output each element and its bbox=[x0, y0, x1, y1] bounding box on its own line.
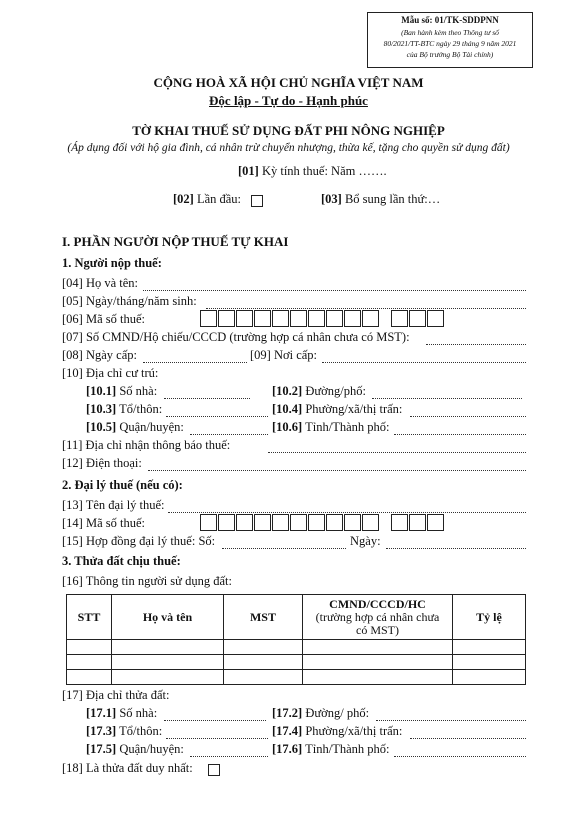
field-11-label: [11] Địa chỉ nhận thông báo thuế: bbox=[62, 438, 231, 452]
table-row[interactable] bbox=[67, 655, 526, 670]
field-09-input[interactable] bbox=[322, 361, 526, 363]
field-13-label: [13] Tên đại lý thuế: bbox=[62, 498, 165, 512]
form-code: Mẫu số: 01/TK-SDDPNN bbox=[401, 15, 499, 25]
country-title: CỘNG HOÀ XÃ HỘI CHỦ NGHĨA VIỆT NAM bbox=[153, 75, 424, 90]
field-16-label: [16] Thông tin người sử dụng đất: bbox=[62, 574, 232, 588]
field-13-input[interactable] bbox=[168, 511, 526, 513]
form-note-1: (Ban hành kèm theo Thông tư số bbox=[401, 28, 499, 37]
field-10-1-input[interactable] bbox=[164, 397, 250, 399]
tax-code-cells[interactable] bbox=[200, 310, 445, 327]
field-05-input[interactable] bbox=[206, 307, 526, 309]
form-title: TỜ KHAI THUẾ SỬ DỤNG ĐẤT PHI NÔNG NGHIỆP bbox=[132, 123, 445, 138]
field-17-3-label: [17.3] Tổ/thôn: bbox=[86, 724, 163, 738]
field-10-6-label: [10.6] Tỉnh/Thành phố: bbox=[272, 420, 390, 434]
field-17-2-label: [17.2] Đường/ phố: bbox=[272, 706, 370, 720]
col-ratio: Tỷ lệ bbox=[453, 595, 526, 640]
field-10-5-input[interactable] bbox=[190, 433, 268, 435]
field-17-6-input[interactable] bbox=[394, 755, 526, 757]
section-heading: I. PHẦN NGƯỜI NỘP THUẾ TỰ KHAI bbox=[62, 234, 289, 249]
field-17-3-input[interactable] bbox=[166, 737, 268, 739]
field-17-label: [17] Địa chỉ thửa đất: bbox=[62, 688, 170, 702]
field-14-label: [14] Mã số thuế: bbox=[62, 516, 145, 530]
field-15-number-input[interactable] bbox=[222, 547, 346, 549]
field-07-input[interactable] bbox=[426, 343, 526, 345]
field-10-4-input[interactable] bbox=[410, 415, 526, 417]
form-code-box bbox=[367, 12, 533, 68]
field-05-label: [05] Ngày/tháng/năm sinh: bbox=[62, 294, 197, 308]
motto: Độc lập - Tự do - Hạnh phúc bbox=[209, 93, 368, 108]
field-15-date-input[interactable] bbox=[386, 547, 526, 549]
field-07-label: [07] Số CMND/Hộ chiếu/CCCD (trường hợp cá nhân chưa có MST): bbox=[62, 330, 410, 344]
field-10-5-label: [10.5] Quận/huyện: bbox=[86, 420, 184, 434]
field-04-input[interactable] bbox=[143, 289, 526, 291]
col-cmnd: CMND/CCCD/HC (trường hợp cá nhân chưa có MST) bbox=[303, 595, 453, 640]
field-17-5-input[interactable] bbox=[190, 755, 268, 757]
field-17-1-label: [17.1] Số nhà: bbox=[86, 706, 158, 720]
first-time-checkbox[interactable] bbox=[251, 195, 263, 207]
field-17-4-input[interactable] bbox=[410, 737, 526, 739]
field-10-1-label: [10.1] Số nhà: bbox=[86, 384, 158, 398]
field-17-6-label: [17.6] Tỉnh/Thành phố: bbox=[272, 742, 390, 756]
field-12-input[interactable] bbox=[148, 469, 526, 471]
field-10-4-label: [10.4] Phường/xã/thị trấn: bbox=[272, 402, 403, 416]
field-18-label: [18] Là thửa đất duy nhất: bbox=[62, 761, 193, 775]
form-note-3: của Bộ trưởng Bộ Tài chính) bbox=[406, 50, 494, 59]
col-mst: MST bbox=[224, 595, 303, 640]
field-09-label: [09] Nơi cấp: bbox=[250, 348, 318, 362]
field-04-label: [04] Họ và tên: bbox=[62, 276, 139, 290]
field-10-3-label: [10.3] Tổ/thôn: bbox=[86, 402, 163, 416]
field-08-label: [08] Ngày cấp: bbox=[62, 348, 137, 362]
land-user-table bbox=[66, 594, 526, 685]
table-row[interactable] bbox=[67, 670, 526, 685]
table-row[interactable] bbox=[67, 640, 526, 655]
field-17-1-input[interactable] bbox=[164, 719, 266, 721]
col-stt: STT bbox=[67, 595, 112, 640]
field-10-3-input[interactable] bbox=[166, 415, 268, 417]
table-header-row bbox=[67, 595, 526, 640]
field-06-label: [06] Mã số thuế: bbox=[62, 312, 145, 326]
field-11-input[interactable] bbox=[268, 451, 526, 453]
field-15-date-label: Ngày: bbox=[350, 534, 381, 548]
field-10-2-label: [10.2] Đường/phố: bbox=[272, 384, 366, 398]
tax-period: [01] Kỳ tính thuế: Năm ……. bbox=[238, 164, 387, 178]
form-subtitle: (Áp dụng đối với hộ gia đình, cá nhân trừ chuyển nhượng, thừa kế, tặng cho quyền sử dụng đất) bbox=[67, 142, 510, 154]
only-plot-checkbox[interactable] bbox=[208, 764, 220, 776]
agent-tax-code-cells[interactable] bbox=[200, 514, 445, 531]
field-10-2-input[interactable] bbox=[372, 397, 522, 399]
field-12-label: [12] Điện thoại: bbox=[62, 456, 142, 470]
field-10-6-input[interactable] bbox=[394, 433, 526, 435]
field-15-label: [15] Hợp đồng đại lý thuế: Số: bbox=[62, 534, 216, 548]
land-heading: 3. Thửa đất chịu thuế: bbox=[62, 554, 181, 568]
agent-heading: 2. Đại lý thuế (nếu có): bbox=[62, 478, 183, 492]
first-time-label: [02] Lần đầu: bbox=[173, 192, 242, 206]
payer-heading: 1. Người nộp thuế: bbox=[62, 256, 162, 270]
field-10-label: [10] Địa chỉ cư trú: bbox=[62, 366, 159, 380]
form-note-2: 80/2021/TT-BTC ngày 29 tháng 9 năm 2021 bbox=[383, 39, 517, 48]
field-08-input[interactable] bbox=[143, 361, 247, 363]
supplement-label: [03] Bổ sung lần thứ:… bbox=[321, 192, 441, 206]
col-name: Họ và tên bbox=[112, 595, 224, 640]
field-17-2-input[interactable] bbox=[376, 719, 526, 721]
field-17-5-label: [17.5] Quận/huyện: bbox=[86, 742, 184, 756]
field-17-4-label: [17.4] Phường/xã/thị trấn: bbox=[272, 724, 403, 738]
